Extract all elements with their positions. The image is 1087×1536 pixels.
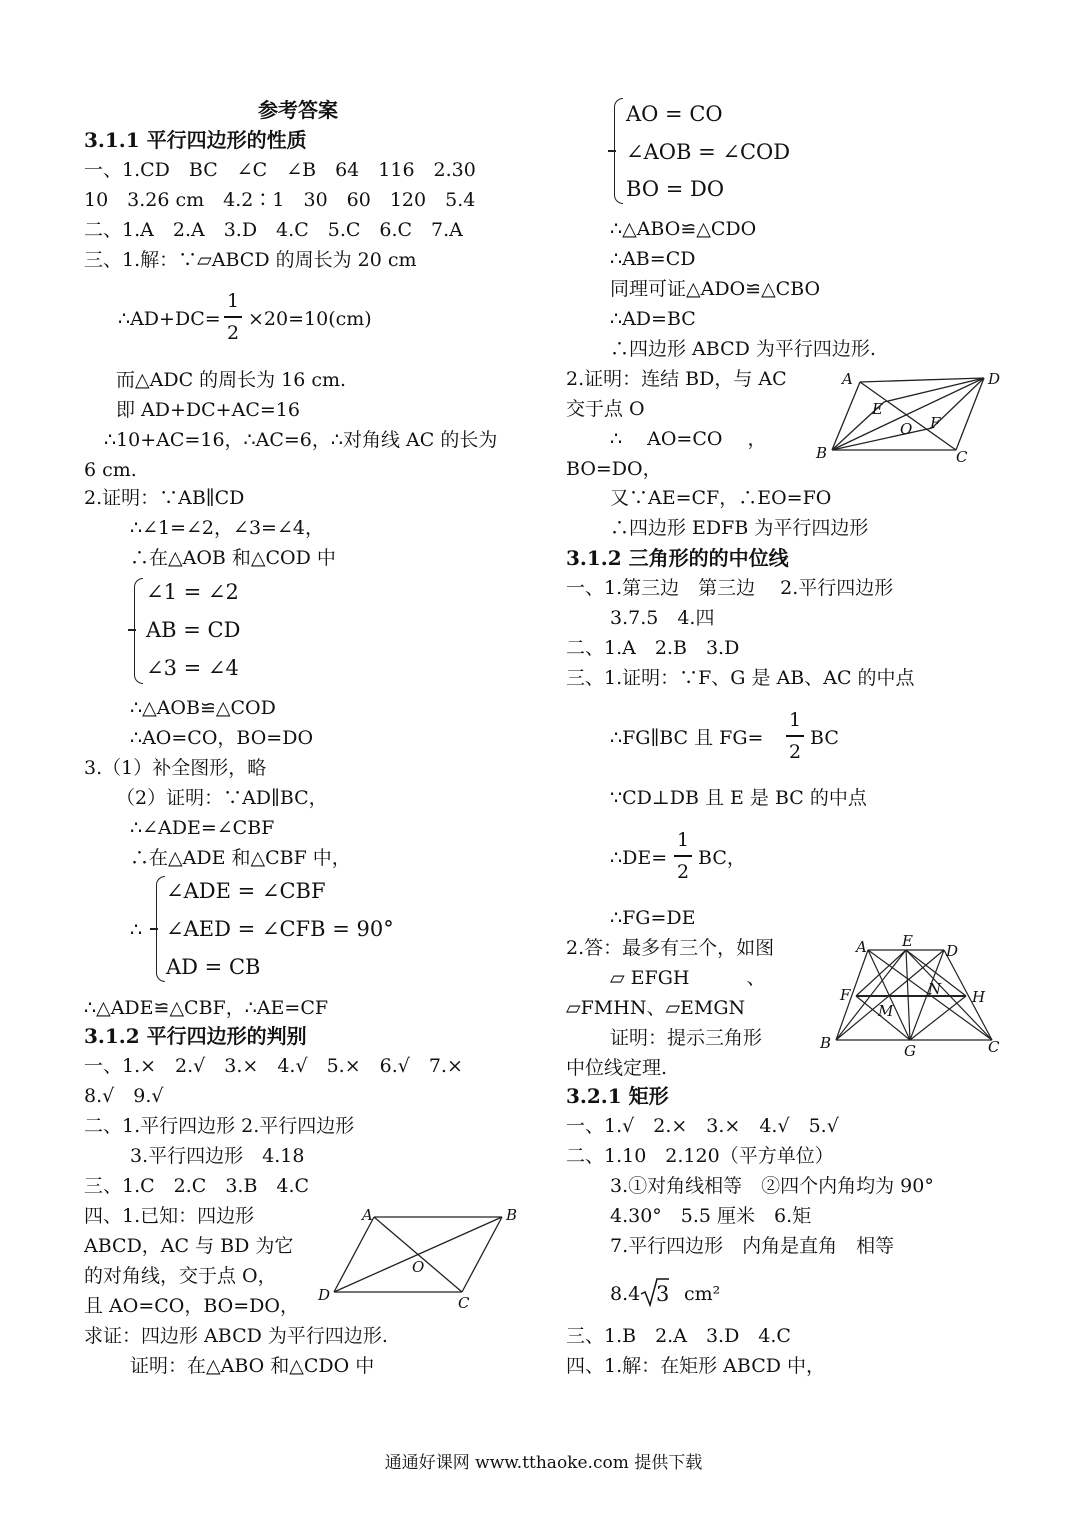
answer-line: ∴∠1=∠2，∠3=∠4， [130,517,324,539]
answer-line: ∴四边形 EDFB 为平行四边形 [610,517,869,539]
answer-line: 3.平行四边形 4.18 [130,1145,305,1167]
fig3-label-e: E [902,932,913,950]
parallelogram-figure-1 [312,1200,528,1312]
fig3-label-h: H [972,988,986,1006]
answer-line: ∴四边形 ABCD 为平行四边形. [610,338,876,360]
answer-line: ∴△AOB≌△COD [130,697,276,719]
answer-line: 一、1.第三边 第三边 2.平行四边形 [566,577,894,599]
answer-line: 3.7.5 4.四 [610,607,715,629]
fig1-label-d: D [318,1286,331,1304]
formula-prefix: ∴DE= [610,847,668,869]
answer-line: 2.答：最多有三个，如图 [566,937,775,959]
answer-line: ∴AB=CD [610,248,696,270]
answer-line: 三、1.证明：∵F、G 是 AB、AC 的中点 [566,667,915,689]
fig3-label-m: M [878,1002,894,1020]
trapezoid-figure [816,932,1006,1060]
answer-line: ▱ EFGH 、 [610,967,766,989]
answer-line: （2）证明：∵AD∥BC， [116,787,328,809]
brace-point [150,928,158,930]
fig2-label-b: B [816,444,828,462]
answer-line: ∴△ABO≌△CDO [610,218,757,240]
answer-line: 而△ADC 的周长为 16 cm. [116,369,347,391]
fraction-denominator: 2 [226,322,240,344]
answer-line: ∴在△AOB 和△COD 中 [130,547,336,569]
answer-line: 中位线定理. [566,1057,668,1079]
system-eq: AO = CO [626,102,723,126]
answer-line: 一、1.√ 2.× 3.× 4.√ 5.√ [566,1115,839,1137]
footer-source: 通通好课网 www.tthaoke.com 提供下载 [384,1453,703,1473]
answer-line: 的对角线，交于点 O， [84,1265,277,1287]
formula-prefix: ∴AD+DC= [118,308,221,330]
system-eq: BO = DO [626,177,725,201]
section-title-3-1-2: 3.1.2 平行四边形的判别 [84,1024,307,1048]
answer-line: 8.√ 9.√ [84,1085,164,1107]
answer-line: BO=DO， [566,458,662,480]
answer-line: ∴AO=CO，BO=DO [130,727,314,749]
fig1-label-c: C [458,1294,470,1312]
system-eq: ∠ADE = ∠CBF [166,879,326,903]
answer-line: 即 AD+DC+AC=16 [116,399,300,421]
fraction-bar [224,316,242,318]
answer-line: 又∵AE=CF，∴EO=FO [610,487,832,509]
fraction-bar [674,855,692,857]
fig1-label-a: A [362,1206,373,1224]
system-eq: ∠AED = ∠CFB = 90° [166,917,394,941]
answer-line: 二、1.平行四边形 2.平行四边形 [84,1115,355,1137]
answer-line: 三、1.解：∵▱ABCD 的周长为 20 cm [84,249,417,271]
formula-prefix: ∴FG∥BC 且 FG= [610,727,764,749]
section-title-3-1-2-midline: 3.1.2 三角形的的中位线 [566,546,789,570]
fig1-label-o: O [412,1258,425,1276]
formula-suffix: ×20=10(cm) [248,308,372,330]
section-title-3-2-1: 3.2.1 矩形 [566,1084,669,1108]
fig2-label-e: E [872,400,883,418]
answer-line: 一、1.× 2.√ 3.× 4.√ 5.× 6.√ 7.× [84,1055,463,1077]
parallelogram-figure-2 [808,364,1008,464]
therefore-symbol: ∴ [130,919,143,941]
system-eq: ∠1 = ∠2 [146,580,239,604]
answer-line: 二、1.10 2.120（平方单位） [566,1145,834,1167]
answer-line: 交于点 O [566,398,645,420]
page-title: 参考答案 [258,98,338,122]
answer-number: 8.4 [610,1283,641,1305]
fraction-bar [786,735,804,737]
answer-line: 三、1.B 2.A 3.D 4.C [566,1325,791,1347]
answer-line: 一、1.CD BC ∠C ∠B 64 116 2.30 [84,159,476,181]
answer-line: ∴10+AC=16，∴AC=6，∴对角线 AC 的长为 [104,429,498,451]
fig3-label-f: F [840,986,851,1004]
fig2-label-d: D [988,370,1001,388]
fig2-label-o: O [900,420,913,438]
sqrt-radicand: 3 [656,1282,670,1306]
fig1-label-b: B [506,1206,518,1224]
answer-line: ABCD，AC 与 BD 为它 [84,1235,294,1257]
system-eq: ∠AOB = ∠COD [626,140,791,164]
formula-suffix: BC [810,727,839,749]
fig3-label-d: D [946,942,959,960]
answer-line: 四、1.已知：四边形 [84,1205,255,1227]
fraction-numerator: 1 [226,290,240,312]
answer-unit: cm² [684,1283,721,1305]
answer-line: 6 cm. [84,459,137,481]
answer-line: 3.（1）补全图形，略 [84,757,267,779]
answer-line: 四、1.解：在矩形 ABCD 中， [566,1355,826,1377]
brace-point [128,629,136,631]
fig2-label-a: A [842,370,853,388]
fraction-denominator: 2 [788,741,802,763]
answer-line: 3.①对角线相等 ②四个内角均为 90° [610,1175,934,1197]
fraction-numerator: 1 [788,709,802,731]
answer-line: 10 3.26 cm 4.2∶1 30 60 120 5.4 [84,189,476,211]
answer-line: 7.平行四边形 内角是直角 相等 [610,1235,895,1257]
fig3-label-n: N [928,980,942,998]
fig3-label-c: C [988,1038,1000,1056]
answer-line: 二、1.A 2.B 3.D [566,637,740,659]
fig2-label-f: F [930,414,941,432]
answer-line: ▱FMHN、▱EMGN [566,997,746,1019]
answer-line: 4.30° 5.5 厘米 6.矩 [610,1205,812,1227]
system-eq: ∠3 = ∠4 [146,656,239,680]
answer-line: 2.证明：∵AB∥CD [84,487,245,509]
fraction-denominator: 2 [676,861,690,883]
answer-line: 二、1.A 2.A 3.D 4.C 5.C 6.C 7.A [84,219,463,241]
system-eq: AD = CB [166,955,261,979]
answer-line: ∴FG=DE [610,907,696,929]
answer-line: 三、1.C 2.C 3.B 4.C [84,1175,310,1197]
answer-line: 同理可证△ADO≌△CBO [610,278,821,300]
answer-line: 2.证明：连结 BD，与 AC [566,368,787,390]
answer-line: ∴△ADE≌△CBF，∴AE=CF [84,997,329,1019]
fig3-label-g: G [904,1042,916,1060]
brace-point [608,150,616,152]
formula-suffix: BC， [698,847,746,869]
fig3-label-a: A [856,938,867,956]
answer-line: 证明：在△ABO 和△CDO 中 [130,1355,375,1377]
answer-line: ∵CD⊥DB 且 E 是 BC 的中点 [610,787,867,809]
answer-line: ∴ AO=CO ， [610,428,767,450]
answer-line: 且 AO=CO，BO=DO， [84,1295,299,1317]
system-brace [134,578,143,684]
answer-line: 求证：四边形 ABCD 为平行四边形. [84,1325,388,1347]
system-eq: AB = CD [146,618,241,642]
answer-line: 证明：提示三角形 [610,1027,763,1049]
answer-line: ∴在△ADE 和△CBF 中， [130,847,351,869]
answer-line: ∴AD=BC [610,308,696,330]
section-title-3-1-1: 3.1.1 平行四边形的性质 [84,128,307,152]
fraction-numerator: 1 [676,829,690,851]
answer-line: ∴∠ADE=∠CBF [130,817,275,839]
fig2-label-c: C [956,448,968,464]
fig3-label-b: B [820,1034,832,1052]
